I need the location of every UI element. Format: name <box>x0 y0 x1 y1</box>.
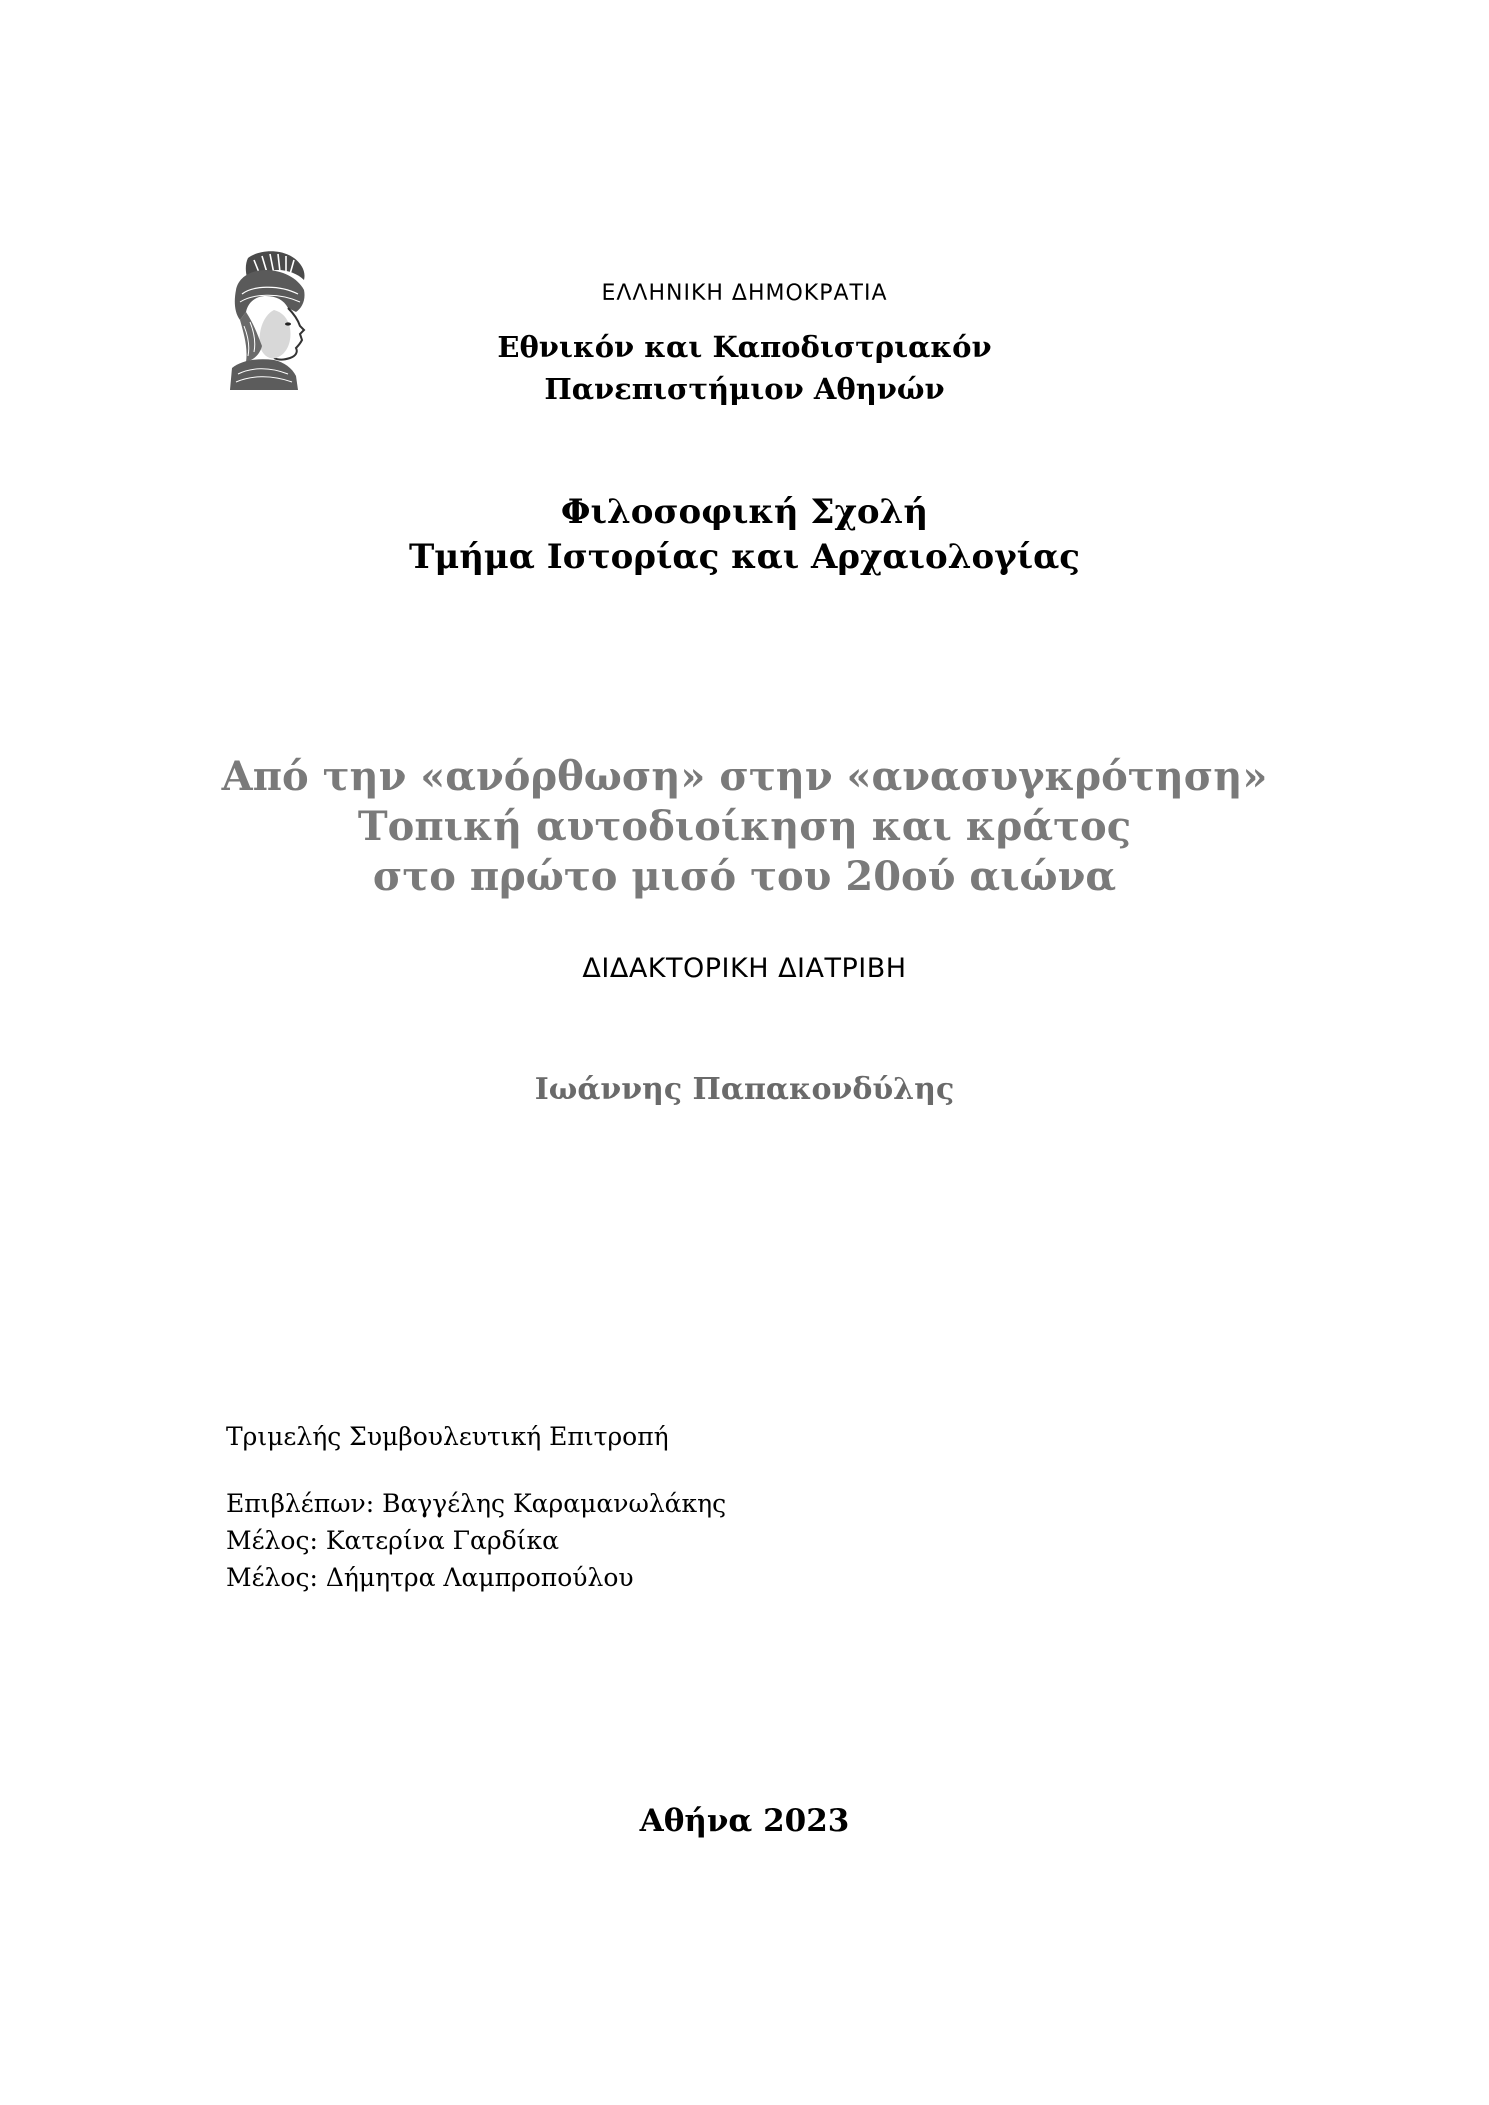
thesis-title <box>0 752 1489 902</box>
university-name <box>0 326 1489 410</box>
committee-heading: Τριμελής Συμβουλευτική Επιτροπή <box>226 1422 669 1451</box>
committee-member: Μέλος: Δήμητρα Λαμπροπούλου <box>226 1563 634 1592</box>
faculty-name: Φιλοσοφική Σχολή <box>560 492 929 532</box>
university-name-line-1: Εθνικόν και Καποδιστριακόν <box>497 330 992 364</box>
document-type: ΔΙΔΑΚΤΟΡΙΚΗ ΔΙΑΤΡΙΒΗ <box>582 953 907 984</box>
department-name: Τμήμα Ιστορίας και Αρχαιολογίας <box>409 537 1080 577</box>
thesis-title-line-1: Από την «ανόρθωση» στην «ανασυγκρότηση» <box>221 753 1268 800</box>
author-name: Ιωάννης Παπακονδύλης <box>534 1072 955 1107</box>
thesis-title-line-3: στο πρώτο μισό του 20ού αιώνα <box>372 853 1117 900</box>
place-and-year: Αθήνα 2023 <box>639 1803 850 1839</box>
republic-label: ΕΛΛΗΝΙΚΗ ΔΗΜΟΚΡΑΤΙΑ <box>601 281 888 306</box>
faculty-department <box>0 490 1489 580</box>
committee-member: Μέλος: Κατερίνα Γαρδίκα <box>226 1526 559 1555</box>
thesis-title-line-2: Τοπική αυτοδιοίκηση και κράτος <box>357 803 1132 850</box>
university-name-line-2: Πανεπιστήμιον Αθηνών <box>544 372 945 406</box>
advisory-committee <box>226 1418 726 1596</box>
committee-member: Επιβλέπων: Βαγγέλης Καραμανωλάκης <box>226 1489 727 1518</box>
